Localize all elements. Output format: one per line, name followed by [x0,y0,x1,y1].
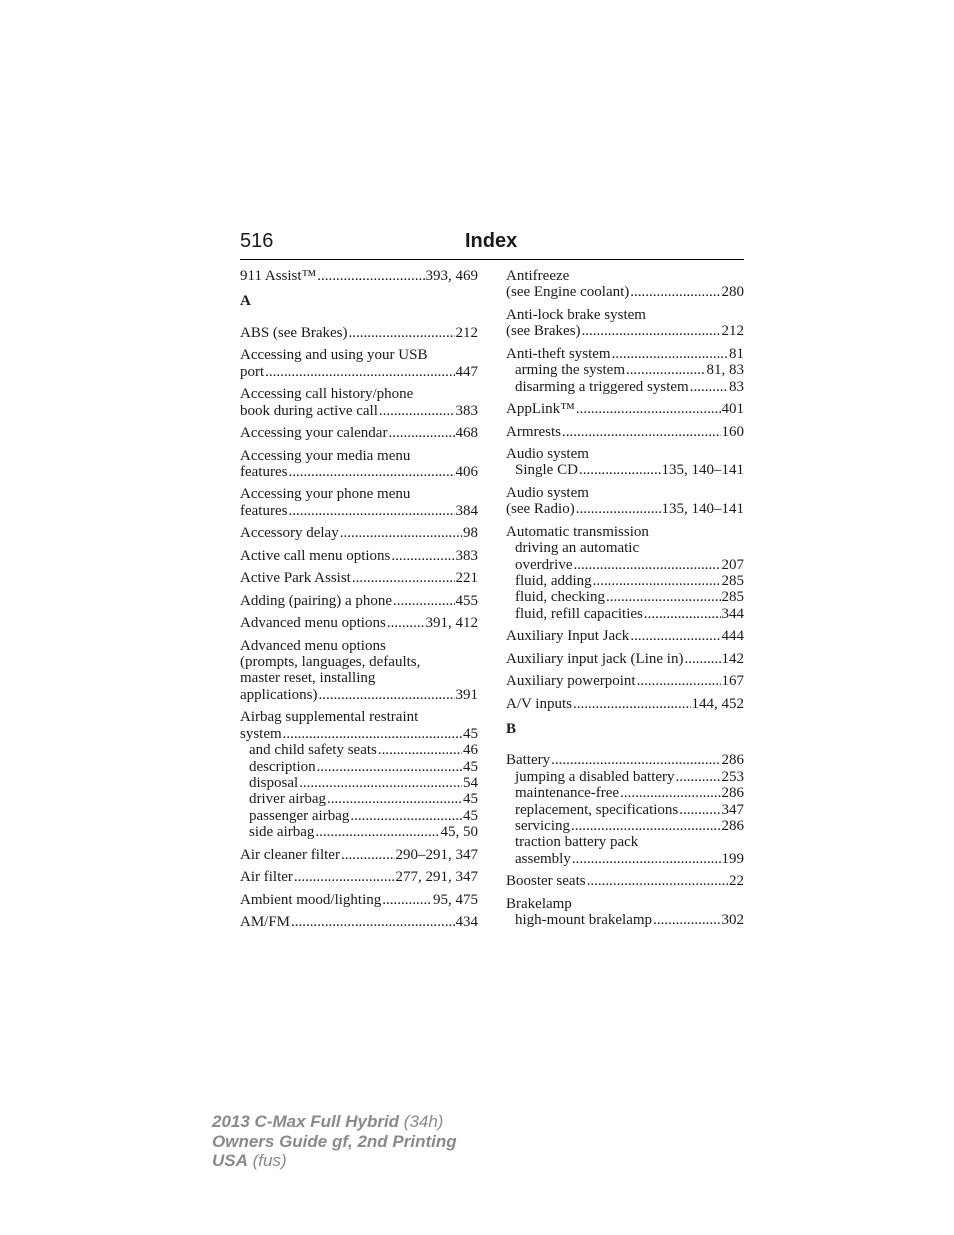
entry-text: master reset, installing [240,670,376,687]
page-title: Index [465,230,518,252]
dot-leader [393,593,454,609]
page-reference: 391 [455,686,478,703]
index-subentry-line [506,606,744,622]
section-letter: B [506,721,517,738]
dot-leader [382,892,432,908]
index-entry [240,268,478,284]
index-entry [506,696,744,712]
index-subentry-line [240,808,478,824]
entry-text: Accessory delay [240,525,339,542]
index-entry-line [506,524,744,540]
entry-text: Battery [506,752,551,769]
entry-text: driving an automatic [515,540,640,557]
index-subentry-line [240,759,478,775]
index-entry [506,752,744,867]
index-subentry-line [506,462,744,478]
entry-text: disposal [249,774,299,791]
page-reference: 46 [463,742,478,759]
entry-text: Accessing and using your USB [240,347,428,364]
index-entry-line [240,687,478,703]
dot-leader [593,573,721,589]
section-letter: A [240,293,251,310]
entry-text: arming the system [515,362,625,379]
index-subentry-line [506,557,744,573]
page-reference: 391, 412 [425,615,478,632]
page-reference: 286 [721,785,744,802]
index-entry-line [240,486,478,502]
index-entry-line [506,896,744,912]
index-entry-line [506,752,744,768]
index-entry-line [506,323,744,339]
index-entry-line [240,892,478,908]
page-reference: 253 [721,768,744,785]
index-entry-line [506,673,744,689]
page-reference: 54 [463,774,478,791]
dot-leader [378,742,462,758]
page-reference: 22 [729,873,744,890]
dot-leader [391,548,454,564]
dot-leader [571,818,721,834]
entry-text: features [240,463,288,480]
entry-text: applications) [240,686,318,703]
dot-leader [388,425,454,441]
index-column-left [240,268,478,936]
entry-text: (see Engine coolant) [506,284,630,301]
index-entry-line [240,548,478,564]
index-entry [240,570,478,586]
index-entry-line [240,670,478,686]
dot-leader [341,847,395,863]
index-entry [240,615,478,631]
footer-line-3: USA (fus) [212,1151,287,1170]
index-entry-line [240,638,478,654]
index-entry [240,448,478,481]
page-reference: 81 [729,345,744,362]
index-entry-line [240,525,478,541]
dot-leader [387,615,425,631]
dot-leader [644,606,721,622]
index-entry-line [506,307,744,323]
page-reference: 45 [463,758,478,775]
dot-leader [265,364,454,380]
entry-text: system [240,725,282,742]
entry-text: Antifreeze [506,268,570,284]
index-entry [506,485,744,518]
page-reference: 302 [721,912,744,929]
page-reference: 286 [721,752,744,769]
page-reference: 160 [721,423,744,440]
page-reference: 383 [455,402,478,419]
index-entry [240,548,478,564]
index-entry-line [506,651,744,667]
footer-line-2: Owners Guide gf, 2nd Printing [212,1131,457,1151]
page-reference: 45, 50 [440,824,478,841]
page-reference: 81, 83 [706,362,744,379]
document-footer [212,1112,457,1171]
dot-leader [379,403,455,419]
index-subentry-line [506,851,744,867]
dot-leader [576,501,661,517]
index-subentry-line [240,775,478,791]
dot-leader [348,325,454,341]
index-entry-line [240,593,478,609]
page-reference: 447 [455,363,478,380]
page-header [240,229,744,260]
entry-text: description [249,758,316,775]
entry-text: features [240,502,288,519]
entry-text: Single CD [515,462,578,479]
entry-text: Brakelamp [506,895,572,912]
index-entry [506,346,744,395]
index-entry-line [506,501,744,517]
dot-leader [579,462,661,478]
index-entry-line [240,425,478,441]
entry-text: jumping a disabled battery [515,768,675,785]
entry-text: overdrive [515,556,573,573]
entry-text: and child safety seats [249,742,377,759]
dot-leader [283,726,462,742]
entry-text: Advanced menu options [240,615,386,632]
index-entry-line [506,628,744,644]
page-reference: 142 [721,650,744,667]
dot-leader [676,769,721,785]
index-entry-line [240,869,478,885]
entry-text: maintenance-free [515,785,620,802]
index-entry-line [240,347,478,363]
entry-text: Active Park Assist [240,570,351,587]
index-entry-line [506,346,744,362]
dot-leader [653,912,720,928]
index-entry [240,709,478,840]
entry-text: traction battery pack [515,834,639,851]
dot-leader [679,802,720,818]
index-entry [240,847,478,863]
index-entry-line [240,386,478,402]
entry-text: (see Radio) [506,501,575,518]
index-entry [506,524,744,622]
page-reference: 95, 475 [433,891,478,908]
index-entry-line [240,464,478,480]
index-entry-line [240,709,478,725]
entry-text: Adding (pairing) a phone [240,592,393,609]
dot-leader [317,268,424,284]
dot-leader [690,379,728,395]
dot-leader [551,752,720,768]
entry-text: Accessing your media menu [240,447,411,464]
footer-line-1: 2013 C-Max Full Hybrid (34h) [212,1112,444,1131]
index-entry [506,424,744,440]
entry-text: side airbag [249,824,315,841]
entry-text: fluid, adding [515,572,592,589]
dot-leader [291,914,454,930]
index-entry-line [240,268,478,284]
page-reference: 290–291, 347 [395,846,478,863]
page-reference: 401 [721,401,744,418]
index-entry [506,401,744,417]
entry-text: high-mount brakelamp [515,912,653,929]
index-entry-line [240,403,478,419]
dot-leader [573,696,691,712]
entry-text: Ambient mood/lighting [240,891,382,908]
page-reference: 285 [721,589,744,606]
dot-leader [562,424,721,440]
page-reference: 212 [455,324,478,341]
entry-text: disarming a triggered system [515,378,689,395]
index-entry-line [506,401,744,417]
entry-text: ABS (see Brakes) [240,324,348,341]
page-reference: 285 [721,572,744,589]
dot-leader [587,873,728,889]
entry-text: Accessing your calendar [240,425,388,442]
entry-text: assembly [515,850,571,867]
page-reference: 199 [721,850,744,867]
entry-text: book during active call [240,402,378,419]
page-reference: 45 [463,807,478,824]
page-reference: 455 [455,592,478,609]
entry-text: (prompts, languages, defaults, [240,654,421,671]
index-entry [506,896,744,929]
index-entry-line [506,485,744,501]
dot-leader [626,362,706,378]
entry-text: Armrests [506,423,561,440]
index-entry-line [506,446,744,462]
page-reference: 383 [455,547,478,564]
entry-text: Anti-theft system [506,345,611,362]
index-entry-line [506,873,744,889]
entry-text: Automatic transmission [506,523,649,540]
entry-text: driver airbag [249,791,327,808]
entry-text: Audio system [506,484,589,501]
page-reference: 286 [721,817,744,834]
index-entry-line [240,325,478,341]
entry-text: Anti-lock brake system [506,306,646,323]
entry-text: AM/FM [240,914,291,930]
index-subentry-line [506,802,744,818]
index-subentry-line [240,742,478,758]
index-entry [506,628,744,644]
page-reference: 144, 452 [691,695,744,712]
entry-text: Airbag supplemental restraint [240,709,419,726]
index-entry-line [240,615,478,631]
page-reference: 468 [455,425,478,442]
index-entry [506,268,744,301]
index-entry [506,307,744,340]
page-reference: 83 [729,378,744,395]
index-entry [240,525,478,541]
entry-text: Active call menu options [240,547,391,564]
entry-text: Accessing call history/phone [240,386,414,403]
entry-text: Accessing your phone menu [240,486,411,503]
index-entry-line [506,284,744,300]
index-subentry-line [506,818,744,834]
dot-leader [317,759,462,775]
page-reference: 135, 140–141 [661,501,744,518]
dot-leader [340,525,462,541]
index-entry-line [240,654,478,670]
dot-leader [299,775,462,791]
dot-leader [630,284,720,300]
index-entry [506,651,744,667]
page-number: 516 [240,230,274,252]
index-entry [240,638,478,704]
entry-text: Auxiliary Input Jack [506,628,630,645]
page-reference: 212 [721,323,744,340]
page-reference: 207 [721,556,744,573]
dot-leader [612,346,728,362]
entry-text: replacement, specifications [515,801,679,818]
entry-text: Booster seats [506,873,586,890]
index-entry [506,873,744,889]
dot-leader [630,628,720,644]
index-entry [506,673,744,689]
index-subentry-line [506,379,744,395]
index-entry [240,425,478,441]
entry-text: (see Brakes) [506,323,581,340]
index-entry [240,347,478,380]
dot-leader [315,824,439,840]
dot-leader [288,503,454,519]
index-subentry-line [506,785,744,801]
dot-leader [573,557,720,573]
index-entry [240,486,478,519]
dot-leader [350,808,462,824]
entry-text: passenger airbag [249,807,350,824]
index-entry-line [506,424,744,440]
dot-leader [582,323,721,339]
index-entry-line [240,847,478,863]
page-reference: 347 [721,801,744,818]
page-reference: 167 [721,673,744,690]
page-reference: 221 [455,570,478,587]
dot-leader [352,570,455,586]
entry-text: Auxiliary powerpoint [506,673,636,690]
dot-leader [327,791,462,807]
dot-leader [288,464,454,480]
page-reference: 277, 291, 347 [395,869,478,886]
index-entry-line [506,696,744,712]
index-entry [506,446,744,479]
entry-text: fluid, refill capacities [515,605,643,622]
index-entry [240,325,478,341]
page-reference: 98 [463,525,478,542]
page-reference: 406 [455,463,478,480]
entry-text: 911 Assist™ [240,268,317,284]
dot-leader [637,673,721,689]
index-subentry-line [506,912,744,928]
dot-leader [576,401,721,417]
entry-text: Advanced menu options [240,637,386,654]
page-reference: 45 [463,791,478,808]
index-subentry-line [506,589,744,605]
index-subentry-line [506,573,744,589]
index-column-right [506,268,744,935]
index-entry [240,892,478,908]
page-reference: 344 [721,605,744,622]
index-entry [240,386,478,419]
entry-text: Auxiliary input jack (Line in) [506,650,684,667]
dot-leader [294,869,395,885]
entry-text: fluid, checking [515,589,605,606]
entry-text: Air cleaner filter [240,846,340,863]
entry-text: AppLink™ [506,401,575,418]
dot-leader [318,687,454,703]
page-reference: 45 [463,725,478,742]
index-entry [240,869,478,885]
page-reference: 434 [455,914,478,930]
entry-text: port [240,363,265,380]
entry-text: servicing [515,817,570,834]
index-entry [240,593,478,609]
dot-leader [620,785,720,801]
page-reference: 444 [721,628,744,645]
index-entry-line [506,268,744,284]
index-subentry-line [506,834,744,850]
index-subentry-line [240,791,478,807]
entry-text: Audio system [506,445,589,462]
page-reference: 280 [721,284,744,301]
index-subentry-line [506,540,744,556]
dot-leader [572,851,721,867]
page-reference: 384 [455,502,478,519]
index-subentry-line [506,769,744,785]
entry-text: A/V inputs [506,695,572,712]
dot-leader [684,651,720,667]
index-entry-line [240,570,478,586]
dot-leader [606,589,721,605]
page-reference: 135, 140–141 [661,462,744,479]
index-entry-line [240,914,478,930]
index-subentry-line [240,824,478,840]
index-entry-line [240,503,478,519]
index-entry-line [240,448,478,464]
index-entry-line [240,364,478,380]
index-entry [240,914,478,930]
index-entry-line [240,726,478,742]
entry-text: Air filter [240,869,293,886]
index-subentry-line [506,362,744,378]
page-reference: 393, 469 [425,268,478,284]
